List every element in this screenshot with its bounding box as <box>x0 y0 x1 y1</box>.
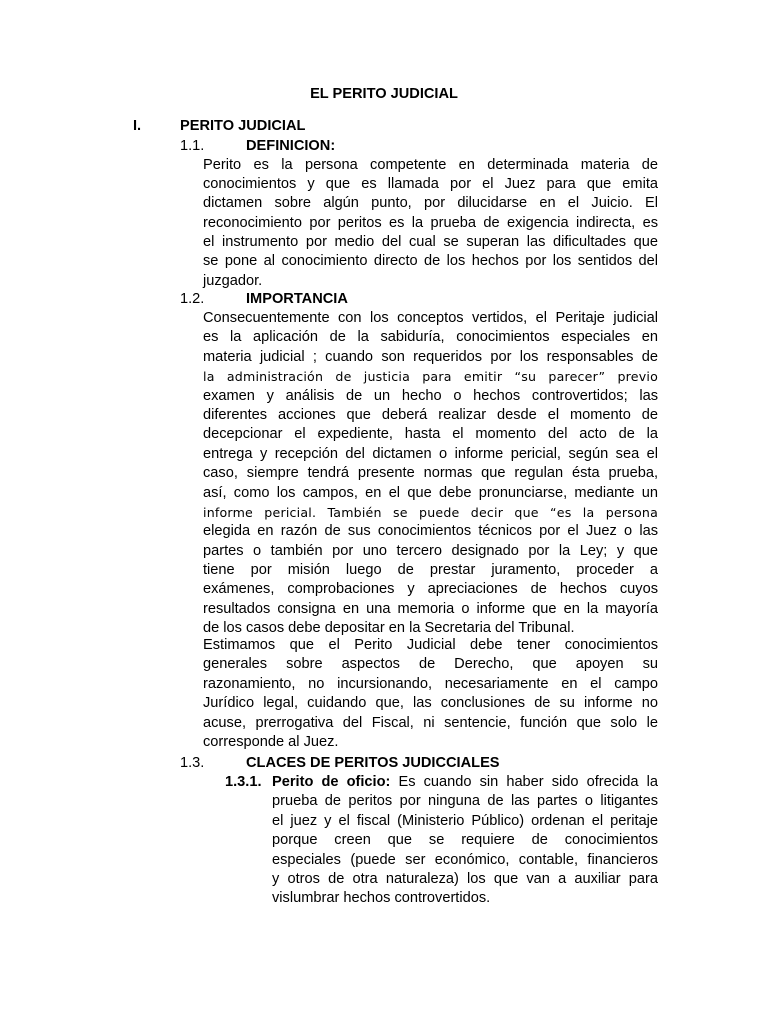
text-line: así, como los campos, en el que debe pronunciarse, mediante un <box>203 484 658 501</box>
text-line: decepcionar el expediente, hasta el momento del acto de la <box>203 426 658 443</box>
text-line: corresponde al Juez. <box>203 733 339 750</box>
text-line <box>272 773 658 792</box>
text-line: partes o también por uno tercero designado por la Ley; y que <box>203 542 658 559</box>
text-line: exámenes, comprobaciones y apreciaciones de hechos cuyos <box>203 581 658 598</box>
text-line: porque creen que se requiere de conocimientos <box>272 832 658 849</box>
text-line: elegida en razón de sus conocimientos técnicos por el Juez o las <box>203 523 658 540</box>
text-line: el juez y el fiscal (Ministerio Público) ordenan el peritaje <box>272 812 658 829</box>
text-line: informe pericial. También se puede decir que “es la persona <box>203 504 658 520</box>
importancia-paragraph <box>203 309 658 639</box>
item-term: Perito de oficio: <box>272 774 391 790</box>
text-line: prueba de peritos por ninguna de las partes o litigantes <box>272 793 658 810</box>
text-line: diferentes acciones que deberá realizar desde el momento de <box>203 406 658 423</box>
text-line: conocimientos y que es llamada por el Juez para que emita <box>203 175 658 192</box>
text-line: juzgador. <box>203 272 263 289</box>
text-line: acuse, prerrogativa del Fiscal, ni sentencie, función que solo le <box>203 714 658 731</box>
estimamos-paragraph <box>203 636 658 752</box>
text-line: Jurídico legal, cuidando que, las conclusiones de su informe no <box>203 695 658 712</box>
text-line: Perito es la persona competente en determinada materia de <box>203 156 658 173</box>
subsection-number-1-2: 1.2. <box>180 291 205 307</box>
text-line: caso, siempre tendrá presente normas que regulan ésta prueba, <box>203 465 658 482</box>
text-line: y otros de otra naturaleza) los que van a auxiliar para <box>272 870 658 887</box>
document-title: EL PERITO JUDICIAL <box>310 86 458 102</box>
text-line: especiales (puede ser económico, contable, financieros <box>272 851 658 868</box>
subsection-number-1-3: 1.3. <box>180 755 205 771</box>
text-line: materia judicial ; cuando son requeridos por los responsables de <box>203 348 658 365</box>
text-line: vislumbrar hechos controvertidos. <box>272 890 491 907</box>
perito-de-oficio-paragraph <box>272 773 658 909</box>
subsection-heading-definicion: DEFINICION: <box>246 138 336 154</box>
text-line: se pone al conocimiento directo de los hechos por los sentidos del <box>203 253 658 270</box>
text-line: la administración de justicia para emitir “su parecer” previo <box>203 369 658 385</box>
text-line: de los casos debe depositar en la Secretaria del Tribunal. <box>203 620 575 637</box>
subsection-heading-clases: CLACES DE PERITOS JUDICCIALES <box>246 755 500 771</box>
text-line: examen y análisis de un hecho o hechos controvertidos; las <box>203 387 658 404</box>
text-line: generales sobre aspectos de Derecho, que apoyen su <box>203 656 658 673</box>
text-line: resultados consigna en una memoria o informe que en la mayoría <box>203 600 658 617</box>
text-line: tiene por misión luego de prestar juramento, proceder a <box>203 562 658 579</box>
item-number-1-3-1: 1.3.1. <box>225 774 262 790</box>
section-heading: PERITO JUDICIAL <box>180 118 306 134</box>
item-first-line-rest: Es cuando sin haber sido ofrecida la <box>398 774 658 790</box>
text-line: razonamiento, no incursionando, necesariamente en el campo <box>203 675 658 692</box>
text-line: Consecuentemente con los conceptos vertidos, el Peritaje judicial <box>203 310 658 326</box>
text-line: dictamen sobre algún punto, por dilucidarse en el Juicio. El <box>203 195 658 212</box>
subsection-heading-importancia: IMPORTANCIA <box>246 291 348 307</box>
definicion-paragraph <box>203 156 658 292</box>
text-line: reconocimiento por peritos es la prueba de exigencia indirecta, es <box>203 214 658 231</box>
text-line: entrega y recepción del dictamen o informe pericial, según sea el <box>203 445 658 462</box>
text-line: el instrumento por medio del cual se superan las dificultades que <box>203 234 658 251</box>
text-line: Estimamos que el Perito Judicial debe tener conocimientos <box>203 637 658 653</box>
text-line: es la aplicación de la sabiduría, conocimientos especiales en <box>203 329 658 346</box>
section-number: I. <box>133 118 142 134</box>
subsection-number-1-1: 1.1. <box>180 138 205 154</box>
